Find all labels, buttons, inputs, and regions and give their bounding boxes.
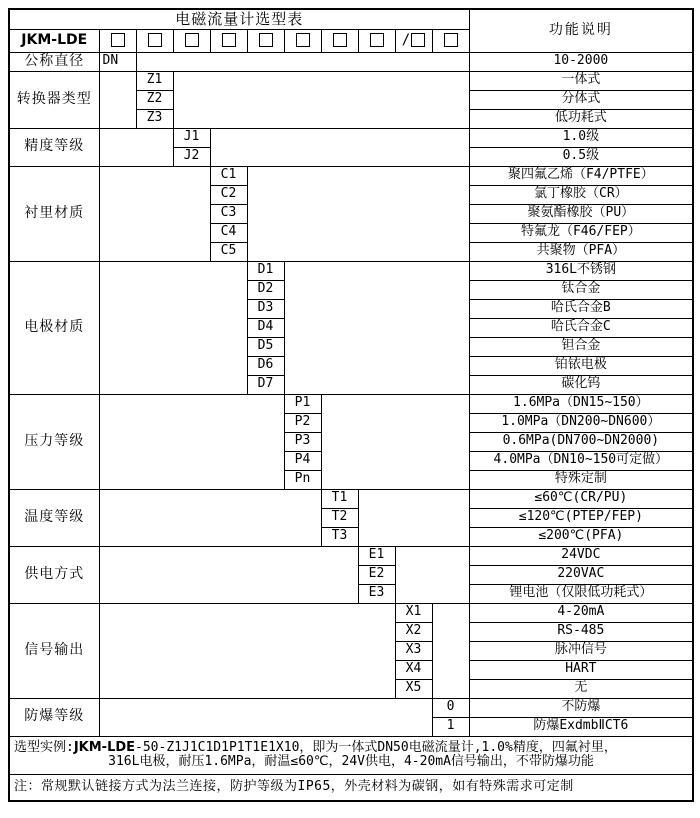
desc-cell: 钛合金 <box>469 280 693 299</box>
desc-cell: 分体式 <box>469 90 693 109</box>
code-cell: 1 <box>432 717 469 736</box>
code-cell: D1 <box>247 261 284 280</box>
desc-cell: 氯丁橡胶（CR） <box>469 185 693 204</box>
desc-cell: 1.0级 <box>469 128 693 147</box>
desc-cell: 220VAC <box>469 565 693 584</box>
spacer-cell <box>99 166 210 261</box>
desc-cell: 聚氨酯橡胶（PU） <box>469 204 693 223</box>
code-cell: Pn <box>284 470 321 489</box>
desc-cell: 0.5级 <box>469 147 693 166</box>
desc-cell: 碳化钨 <box>469 375 693 394</box>
model-code-cell-8 <box>358 29 395 52</box>
desc-cell: ≤120℃(PTEP/FEP) <box>469 508 693 527</box>
code-cell: Z1 <box>136 71 173 90</box>
desc-cell: 24VDC <box>469 546 693 565</box>
desc-cell: 4-20mA <box>469 603 693 622</box>
function-column-header: 功能说明 <box>469 9 693 52</box>
spacer-cell <box>99 489 321 546</box>
model-checkbox[interactable] <box>111 33 125 47</box>
code-cell: Z2 <box>136 90 173 109</box>
model-code-cell-5 <box>247 29 284 52</box>
desc-cell: 聚四氟乙烯（F4/PTFE） <box>469 166 693 185</box>
desc-cell: 钽合金 <box>469 337 693 356</box>
code-cell: P3 <box>284 432 321 451</box>
model-checkbox[interactable] <box>296 33 310 47</box>
code-cell: T2 <box>321 508 358 527</box>
spacer-cell <box>99 546 358 603</box>
code-cell: D3 <box>247 299 284 318</box>
model-code-cell-9 <box>395 29 432 52</box>
model-code-cell-3 <box>173 29 210 52</box>
desc-cell: 锂电池（仅限低功耗式） <box>469 584 693 603</box>
code-cell: J2 <box>173 147 210 166</box>
example-model-name: JKM-LDE <box>73 739 136 755</box>
desc-cell: 哈氏合金C <box>469 318 693 337</box>
note-row: 注：常规默认链接方式为法兰连接，防护等级为IP65，外壳材料为碳钢，如有特殊需求可定制 <box>9 774 693 801</box>
code-cell: DN <box>99 52 136 71</box>
group-label-converter: 转换器类型 <box>9 71 99 128</box>
group-label-signal: 信号输出 <box>9 603 99 698</box>
desc-cell: 1.0MPa（DN200~DN600） <box>469 413 693 432</box>
code-cell: E1 <box>358 546 395 565</box>
group-label-temperature: 温度等级 <box>9 489 99 546</box>
desc-cell: HART <box>469 660 693 679</box>
model-checkbox[interactable] <box>444 33 458 47</box>
desc-cell: ≤200℃(PFA) <box>469 527 693 546</box>
code-cell: X1 <box>395 603 432 622</box>
desc-cell: 4.0MPa（DN10~150可定做） <box>469 451 693 470</box>
spacer-cell <box>99 71 136 128</box>
model-code-cell-1 <box>99 29 136 52</box>
spacer-cell <box>432 603 469 698</box>
desc-cell: 10-2000 <box>469 52 693 71</box>
group-label-accuracy: 精度等级 <box>9 128 99 166</box>
model-checkbox[interactable] <box>185 33 199 47</box>
group-label-explosion: 防爆等级 <box>9 698 99 736</box>
desc-cell: 特殊定制 <box>469 470 693 489</box>
group-label-pressure: 压力等级 <box>9 394 99 489</box>
code-cell: D4 <box>247 318 284 337</box>
code-cell: X3 <box>395 641 432 660</box>
code-cell: C5 <box>210 242 247 261</box>
model-checkbox[interactable] <box>333 33 347 47</box>
selection-table <box>8 8 694 802</box>
code-cell: T1 <box>321 489 358 508</box>
desc-cell: 特氟龙（F46/FEP） <box>469 223 693 242</box>
code-cell: P4 <box>284 451 321 470</box>
model-code-cell-6 <box>284 29 321 52</box>
desc-cell: ≤60℃(CR/PU) <box>469 489 693 508</box>
model-checkbox[interactable] <box>148 33 162 47</box>
spacer-cell <box>136 52 469 71</box>
desc-cell: 哈氏合金B <box>469 299 693 318</box>
model-checkbox[interactable] <box>259 33 273 47</box>
desc-cell: 不防爆 <box>469 698 693 717</box>
example-line-2: 316L电极，耐压1.6MPa，耐温≤60℃，24V供电，4-20mA信号输出，不带防爆功能 <box>108 754 594 769</box>
code-cell: J1 <box>173 128 210 147</box>
code-cell: P2 <box>284 413 321 432</box>
desc-cell: 共聚物（PFA） <box>469 242 693 261</box>
code-cell: X2 <box>395 622 432 641</box>
spacer-cell <box>321 394 469 489</box>
code-cell: E2 <box>358 565 395 584</box>
desc-cell: 1.6MPa（DN15~150） <box>469 394 693 413</box>
slash-separator: / <box>401 31 411 48</box>
code-cell: C1 <box>210 166 247 185</box>
spacer-cell <box>358 489 469 546</box>
code-cell: D7 <box>247 375 284 394</box>
group-label-dn: 公称直径 <box>9 52 99 71</box>
model-checkbox[interactable] <box>370 33 384 47</box>
desc-cell: 一体式 <box>469 71 693 90</box>
model-code-cell-7 <box>321 29 358 52</box>
desc-cell: 脉冲信号 <box>469 641 693 660</box>
model-code-cell-4 <box>210 29 247 52</box>
spacer-cell <box>284 261 469 394</box>
spacer-cell <box>99 698 432 736</box>
group-label-power: 供电方式 <box>9 546 99 603</box>
group-label-electrode: 电极材质 <box>9 261 99 394</box>
example-line-1 <box>14 741 688 755</box>
code-cell: D2 <box>247 280 284 299</box>
spacer-cell <box>247 166 469 261</box>
code-cell: X4 <box>395 660 432 679</box>
desc-cell: 无 <box>469 679 693 698</box>
code-cell: C2 <box>210 185 247 204</box>
code-cell: D5 <box>247 337 284 356</box>
spacer-cell <box>99 603 395 698</box>
model-prefix: JKM-LDE <box>9 29 99 52</box>
code-cell: D6 <box>247 356 284 375</box>
code-cell: E3 <box>358 584 395 603</box>
example-text: -50-Z1J1C1D1P1T1E1X10，即为一体式DN50电磁流量计,1.0%精度，四氟衬里， <box>135 739 617 755</box>
spacer-cell <box>210 128 469 166</box>
spacer-cell <box>99 128 173 166</box>
code-cell: T3 <box>321 527 358 546</box>
group-label-liner: 衬里材质 <box>9 166 99 261</box>
table-title: 电磁流量计选型表 <box>9 9 469 29</box>
example-row <box>9 736 693 774</box>
code-cell: C4 <box>210 223 247 242</box>
code-cell: P1 <box>284 394 321 413</box>
code-cell: X5 <box>395 679 432 698</box>
desc-cell: 防爆ExdmbⅡCT6 <box>469 717 693 736</box>
code-cell: Z3 <box>136 109 173 128</box>
model-code-cell-2 <box>136 29 173 52</box>
model-checkbox[interactable] <box>411 33 425 47</box>
code-cell: 0 <box>432 698 469 717</box>
model-code-cell-10 <box>432 29 469 52</box>
spacer-cell <box>99 261 247 394</box>
example-label: 选型实例: <box>14 739 74 755</box>
model-checkbox[interactable] <box>222 33 236 47</box>
desc-cell: 低功耗式 <box>469 109 693 128</box>
spacer-cell <box>99 394 284 489</box>
desc-cell: RS-485 <box>469 622 693 641</box>
code-cell: C3 <box>210 204 247 223</box>
spacer-cell <box>395 546 469 603</box>
desc-cell: 316L不锈钢 <box>469 261 693 280</box>
desc-cell: 0.6MPa(DN700~DN2000) <box>469 432 693 451</box>
desc-cell: 铂铱电极 <box>469 356 693 375</box>
spacer-cell <box>173 71 469 128</box>
